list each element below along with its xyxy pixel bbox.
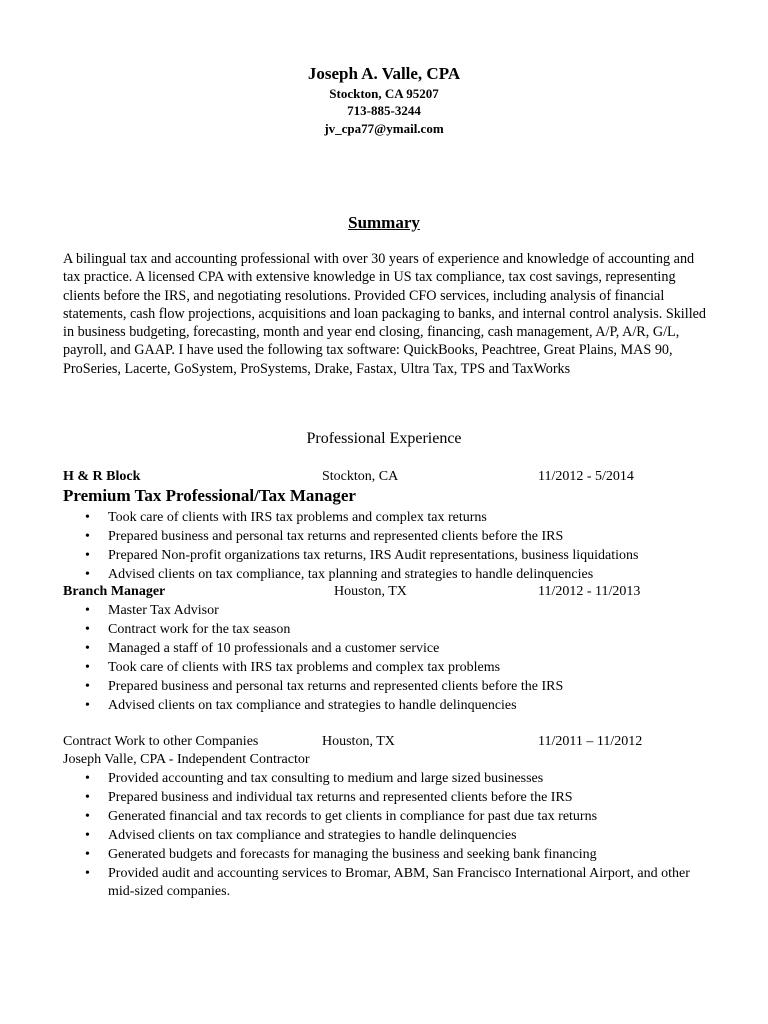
job-bullets-branch-manager [63,602,713,715]
job-location: Houston, TX [322,734,395,749]
experience-heading: Professional Experience [306,430,462,447]
job-header-hrblock [63,469,713,487]
list-item: • Advised clients on tax compliance and strategies to handle delinquencies [63,827,713,846]
list-item: • Prepared business and personal tax returns and represented clients before the IRS [63,678,713,697]
list-item: • Prepared Non-profit organizations tax returns, IRS Audit representations, business liquidations [63,547,713,566]
list-item: • Advised clients on tax compliance, tax planning and strategies to handle delinquencies [63,566,713,585]
list-item: • Took care of clients with IRS tax problems and complex tax problems [63,659,713,678]
job-bullets-contract-work [63,770,713,902]
job-bullets-hrblock [63,509,713,585]
summary-heading: Summary [348,213,420,232]
list-item: • Advised clients on tax compliance and strategies to handle delinquencies [63,697,713,716]
company-name: H & R Block [63,469,141,484]
summary-text: A bilingual tax and accounting professional with over 30 years of experience and knowledge of accounting and tax practice. A licensed CPA with extensive knowledge in US tax compliance, tax cost savings, representing clients before the IRS, and negotiating resolutions. Provided CFO services, including analysis of financial statements, cash flow projections, acquisitions and loan packaging to banks, and internal control analysis. Skilled in business budgeting, forecasting, month and year end closing, financing, cash management, A/P, A/R, G/L, payroll, and GAAP. I have used the following tax software: QuickBooks, Peachtree, Great Plains, MAS 90, ProSeries, Lacerte, GoSystem, ProSystems, Drake, Fastax, Ultra Tax, TPS and TaxWorks [63,251,707,377]
job-header-contract-work [63,734,713,752]
email-address: jv_cpa77@ymail.com [324,121,444,136]
address: Stockton, CA 95207 [329,86,439,101]
list-item: • Generated financial and tax records to get clients in compliance for past due tax returns [63,808,713,827]
job-dates: 11/2011 – 11/2012 [538,734,643,749]
job-role: Branch Manager [63,584,166,599]
job-location: Houston, TX [334,584,407,599]
list-item: • Prepared business and personal tax returns and represented clients before the IRS [63,528,713,547]
phone-number: 713-885-3244 [347,103,421,118]
job-title: Premium Tax Professional/Tax Manager [63,486,356,505]
list-item: • Contract work for the tax season [63,621,713,640]
list-item: • Provided audit and accounting services to Bromar, ABM, San Francisco International Airport, and other mid-sized companies. [63,865,713,903]
list-item: • Prepared business and individual tax returns and represented clients before the IRS [63,789,713,808]
job-dates: 11/2012 - 11/2013 [538,584,641,599]
applicant-name: Joseph A. Valle, CPA [307,64,461,83]
company-name: Contract Work to other Companies [63,734,259,749]
list-item: • Took care of clients with IRS tax problems and complex tax returns [63,509,713,528]
job-location: Stockton, CA [322,469,399,484]
job-header-branch-manager [63,584,713,602]
job-subtitle: Joseph Valle, CPA - Independent Contractor [63,752,310,767]
list-item: • Managed a staff of 10 professionals and a customer service [63,640,713,659]
list-item: • Master Tax Advisor [63,602,713,621]
list-item: • Provided accounting and tax consulting to medium and large sized businesses [63,770,713,789]
list-item: • Generated budgets and forecasts for managing the business and seeking bank financing [63,846,713,865]
job-dates: 11/2012 - 5/2014 [538,469,634,484]
